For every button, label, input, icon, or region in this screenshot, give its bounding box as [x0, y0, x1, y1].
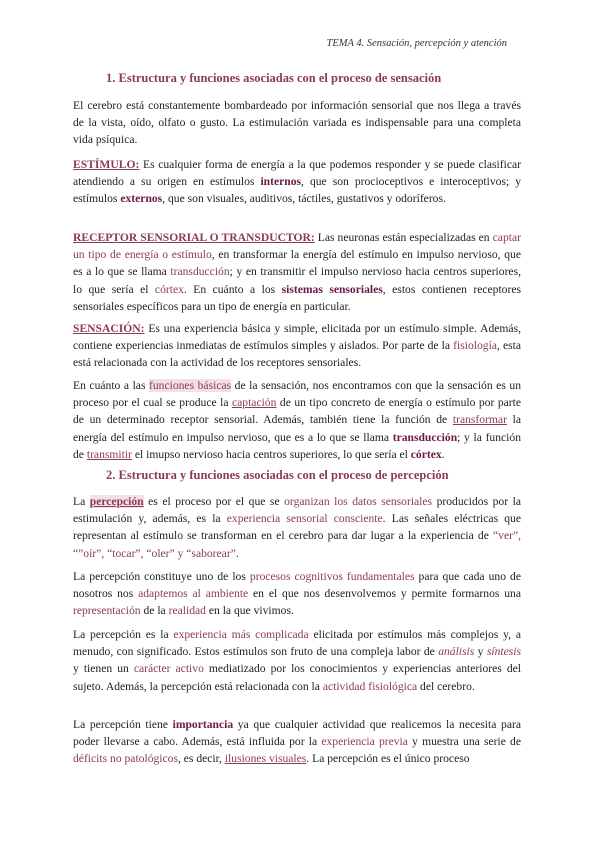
text-span: ; y la función de — [73, 430, 521, 461]
term-receptor: RECEPTOR SENSORIAL O TRANSDUCTOR: — [73, 231, 315, 244]
keyword-cortex: córtex — [410, 447, 442, 461]
highlight-experiencia-complicada: experiencia más complicada — [173, 628, 309, 641]
text-span: es el proceso por el que se — [143, 495, 285, 508]
text-span: . — [441, 447, 445, 461]
text-span: de la sensación, nos encontramos con que la sensación es un proceso por el cual se produce la — [73, 379, 521, 410]
funciones-paragraph — [73, 377, 521, 463]
highlight-fisiologia: fisiología — [453, 339, 497, 353]
text-span: La percepción es la — [73, 628, 174, 641]
highlight-realidad: realidad — [168, 604, 206, 618]
text-span: y — [474, 645, 487, 659]
keyword-sistemas-sensoriales: sistemas sensoriales — [281, 282, 383, 296]
term-sensacion: SENSACIÓN: — [73, 322, 145, 335]
section-heading-percepcion: 2. Estructura y funciones asociadas con el proceso de percepción — [106, 468, 449, 482]
intro-text: El cerebro está constantemente bombardeado por información sensorial que nos llega a través de la vista, oído, olfato o gusto. La estimulación variada es indispensable para una completa vida psíquica. — [73, 99, 521, 147]
text-span: , en transformar la energía del estímulo en impulso nervioso, que es a lo que se llama — [73, 248, 521, 279]
highlight-sintesis: síntesis — [486, 645, 521, 659]
text-span: ya que cualquier actividad que realicemos la necesita para poder llevarse a cabo. Además, está influida por la — [73, 718, 521, 749]
sensacion-paragraph — [73, 320, 521, 372]
highlight-caracter-activo: carácter activo — [133, 662, 204, 676]
keyword-externos: externos — [120, 192, 163, 206]
highlight-experiencia-previa: experiencia previa — [321, 735, 408, 749]
text-span: , estos contienen receptores sensoriales específicos para un tipo de energía en particular. — [73, 282, 521, 313]
text-span: En cuánto a las — [73, 379, 150, 392]
highlight-sentidos: “ver”, “”oír”, “tocar”, “oler” y “saborear” — [73, 529, 521, 560]
intro-paragraph — [73, 97, 521, 149]
text-span: el imupso nervioso hacia centros superiores, lo que sería el — [131, 447, 411, 461]
highlight-funciones-basicas: funciones básicas — [149, 379, 232, 392]
text-span: , esta está relacionada con la actividad de los receptores sensoriales. — [73, 339, 521, 370]
text-span: y tienen un — [73, 662, 134, 676]
page-header: TEMA 4. Sensación, percepción y atención — [326, 38, 507, 49]
highlight-experiencia-consciente: experiencia sensorial consciente — [226, 512, 383, 526]
highlight-percepcion: percepción — [89, 495, 144, 508]
text-span: para que cada uno de nosotros nos — [73, 570, 521, 601]
text-span: producidos por la estimulación y, además, es la — [73, 495, 521, 526]
text-span: Las neuronas están especializadas en — [314, 231, 493, 244]
highlight-deficits: déficits no patológicos — [73, 752, 178, 766]
underline-transmitir: transmitir — [86, 447, 132, 461]
text-span: . La percepción es el único proceso — [306, 752, 470, 766]
text-span: del cerebro. — [417, 679, 475, 693]
highlight-adaptemos: adaptemos al ambiente — [138, 587, 249, 601]
section-heading-sensacion: 1. Estructura y funciones asociadas con el proceso de sensación — [106, 71, 442, 85]
underline-captacion: captación — [231, 396, 277, 410]
highlight-analisis: análisis — [438, 645, 475, 659]
text-span: de un tipo concreto de energía o estímulo por parte de un determinado receptor sensorial. Además, también tiene la función de — [73, 396, 521, 427]
text-span: y muestra una serie de — [407, 735, 521, 749]
text-span: , es decir, — [177, 752, 225, 766]
term-estimulo: ESTÍMULO: — [73, 158, 140, 171]
underline-transformar: transformar — [452, 413, 507, 427]
text-span: La percepción constituye uno de los — [73, 570, 250, 583]
percepcion-paragraph-2 — [73, 568, 521, 620]
keyword-internos: internos — [260, 175, 302, 189]
text-span: . En cuánto a los — [183, 282, 282, 296]
receptor-paragraph — [73, 229, 521, 315]
highlight-representacion: representación — [73, 604, 141, 618]
text-span: Es una experiencia básica y simple, elicitada por un estímulo simple. Además, contiene experiencias inmediatas de estímulos simples y aislados. Por parte de la — [73, 322, 521, 353]
text-span: . Las señales eléctricas que representan al estímulo se transforman en el cerebro para dar lugar a la experiencia de — [73, 512, 521, 543]
text-span: la energía del estímulo en impulso nervioso, que es a lo que se llama — [73, 413, 521, 444]
highlight-transduccion: transducción — [170, 265, 230, 279]
highlight-organizan: organizan los datos sensoriales — [284, 495, 433, 508]
text-span: ; y en transmitir el impulso nervioso hacia centros superiores, lo que sería el — [73, 265, 521, 296]
text-span: de la — [140, 604, 169, 618]
estimulo-paragraph — [73, 156, 521, 208]
percepcion-paragraph-4 — [73, 716, 521, 768]
keyword-importancia: importancia — [172, 718, 234, 731]
text-span: , que son visuales, auditivos, táctiles, gustativos y odoríferos. — [162, 192, 446, 206]
text-span: , que son procioceptivos e interoceptivos; y estímulos — [73, 175, 521, 206]
highlight-captar: captar un tipo de energía o estímulo — [73, 231, 521, 262]
keyword-transduccion: transducción — [392, 430, 458, 444]
text-span: Es cualquier forma de energía a la que podemos responder y se puede clasificar atendiendo a su origen en estímulos — [73, 158, 521, 189]
highlight-procesos-cognitivos: procesos cognitivos fundamentales — [249, 570, 415, 583]
highlight-actividad-fisiologica: actividad fisiológica — [322, 679, 418, 693]
percepcion-paragraph-3 — [73, 626, 521, 695]
text-span: en la que vivimos. — [205, 604, 294, 618]
text-span: en el que nos desenvolvemos y permite formarnos una — [248, 587, 521, 601]
underline-ilusiones-visuales: ilusiones visuales — [224, 752, 307, 766]
text-span: . — [235, 546, 239, 560]
text-span: La — [73, 495, 90, 508]
percepcion-paragraph-1 — [73, 493, 521, 562]
text-span: elicitada por estímulos más complejos y, a menudo, con significado. Estos estímulos son fruto de una compleja labor de — [73, 628, 521, 659]
text-span: La percepción tiene — [73, 718, 173, 731]
text-span: mediatizado por los conocimientos y experiencias anteriores del sujeto. Además, la percepción está relacionada con la — [73, 662, 522, 693]
highlight-cortex: córtex — [154, 282, 184, 296]
